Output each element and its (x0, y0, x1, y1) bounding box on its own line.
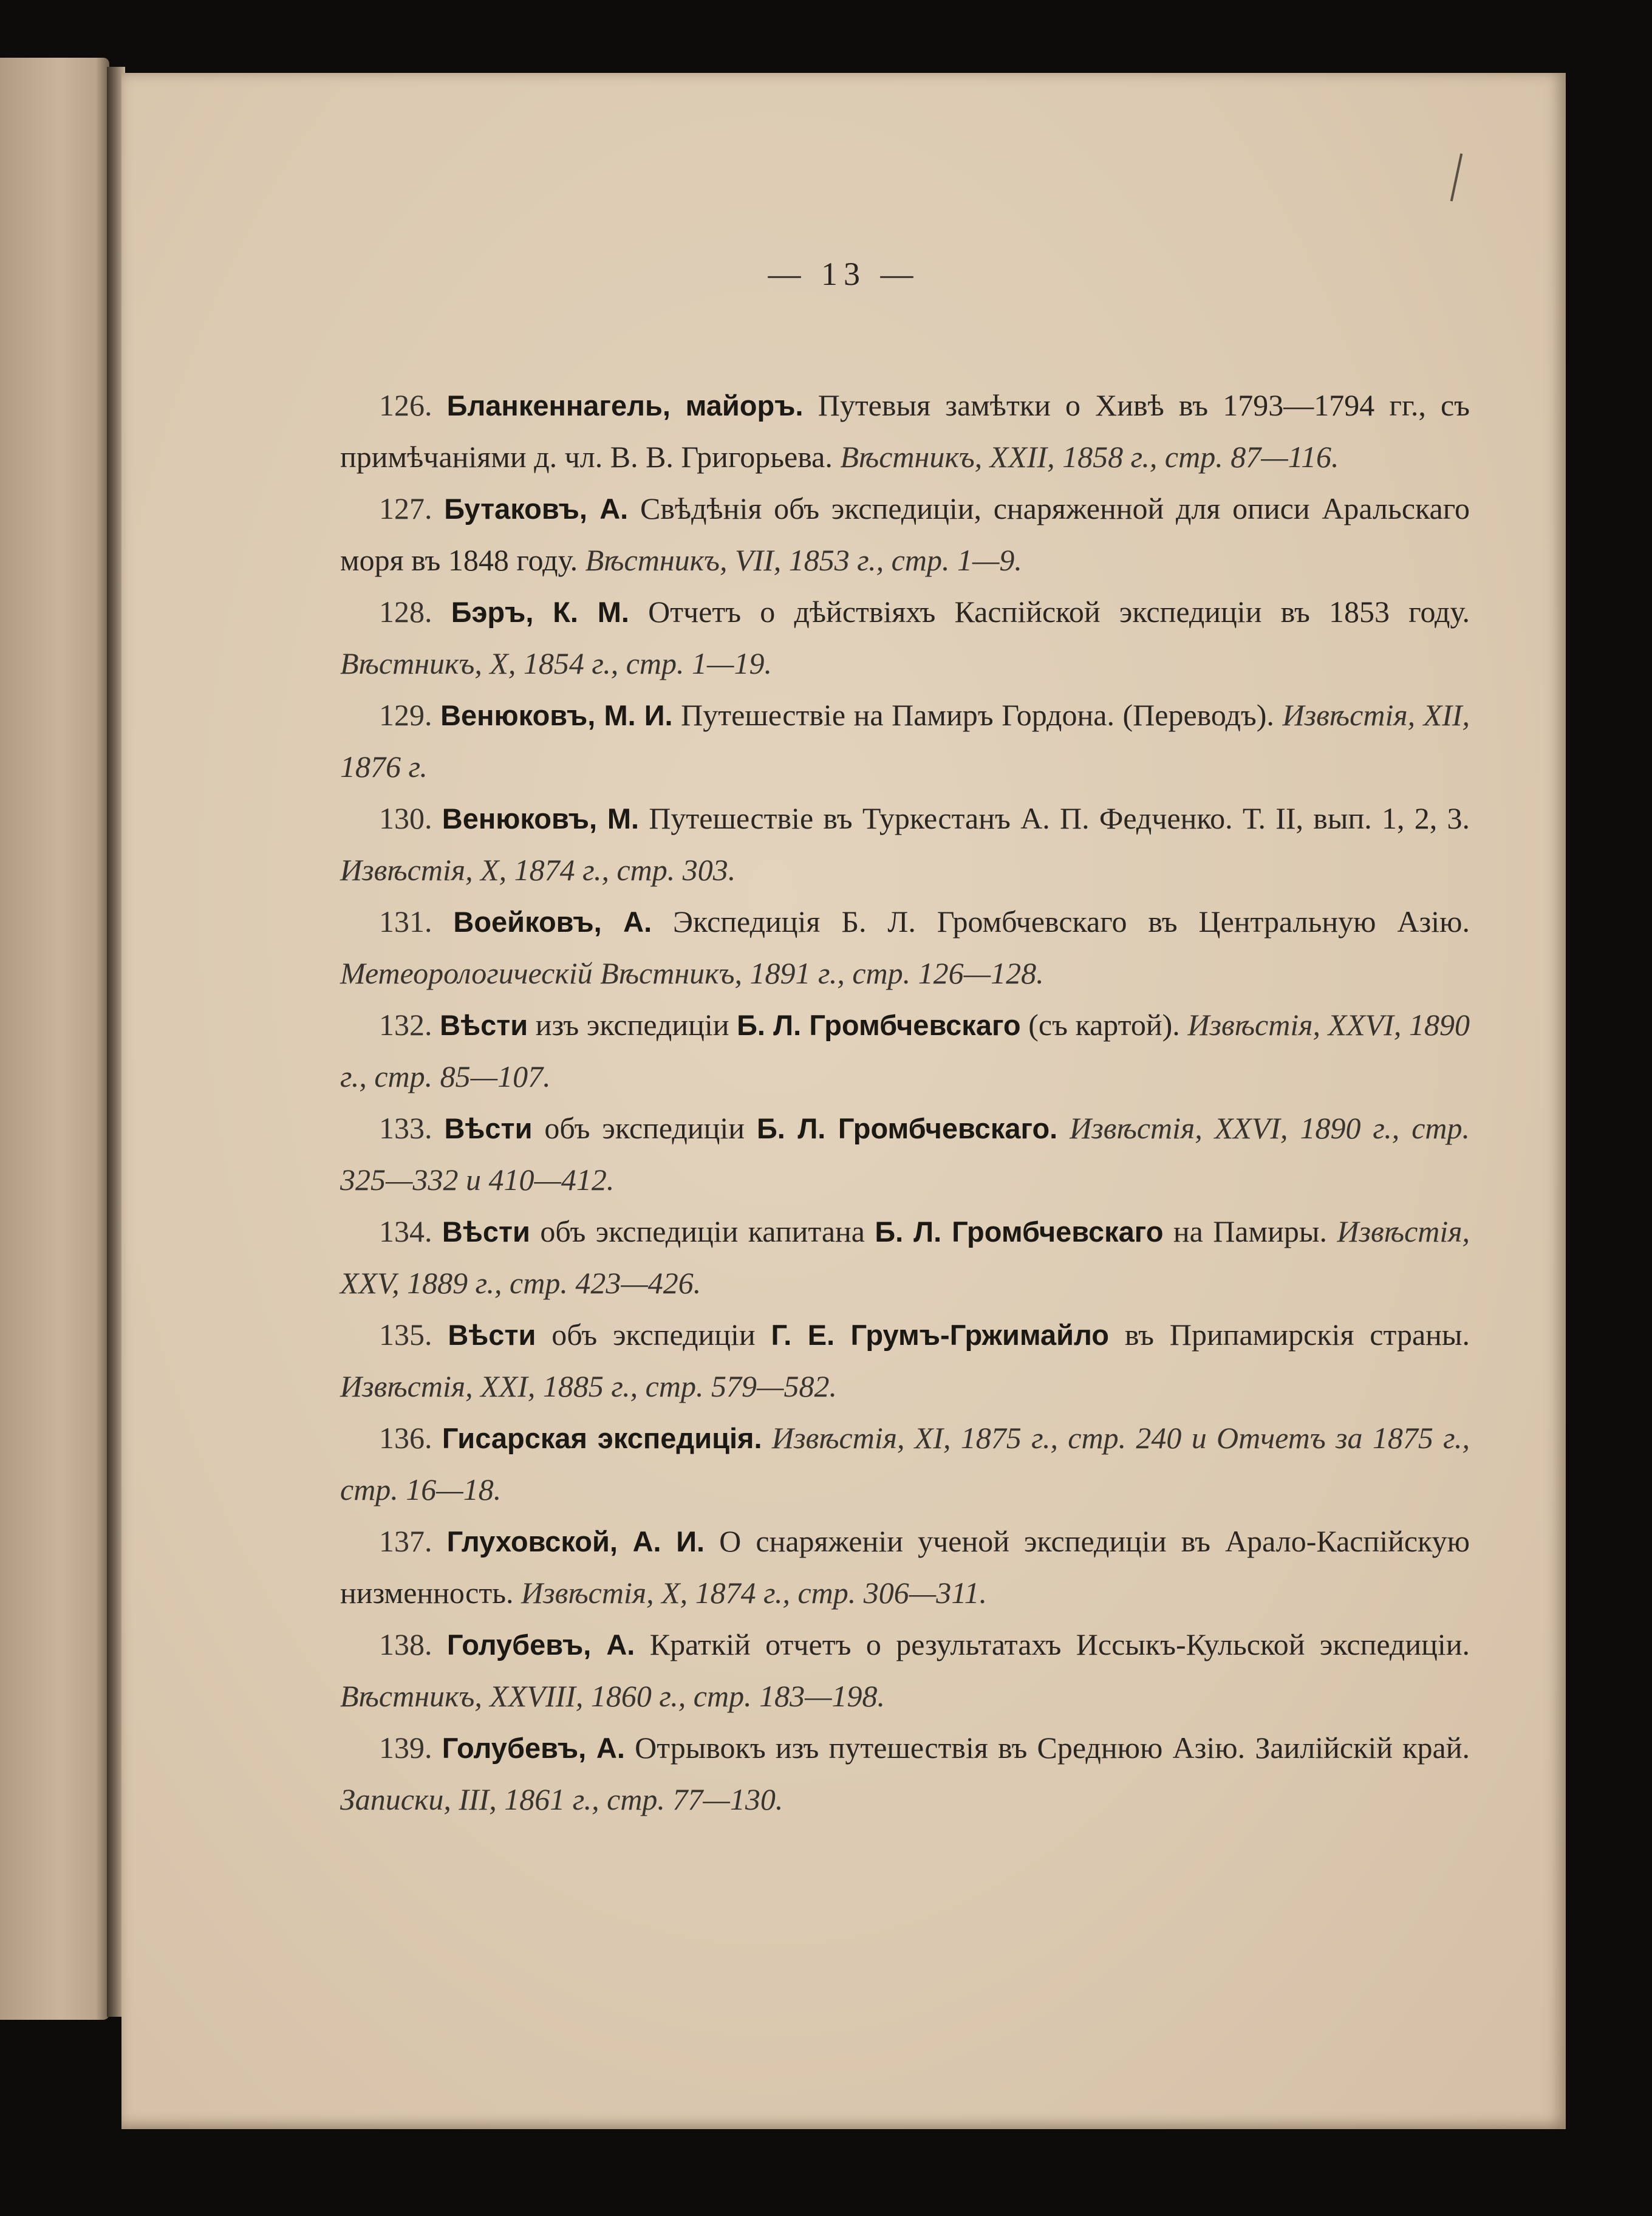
book-page (121, 73, 1566, 2129)
bibliography-entry (340, 793, 1470, 896)
entry-author: Вѣсти (444, 1112, 533, 1144)
entry-number: 138. (379, 1627, 432, 1661)
entry-number: 131. (379, 905, 432, 939)
entry-author: Гисарская экспедиція. (442, 1422, 762, 1454)
pencil-mark (1450, 153, 1463, 201)
bibliography-entry (340, 1412, 1470, 1516)
entry-text: изъ экспедиціи (528, 1008, 737, 1042)
entry-text: Путевыя замѣтки о Хивѣ въ 1793—1794 гг., съ примѣчаніями д. чл. В. В. Григорьева. (340, 388, 1470, 474)
entry-author: Глуховской, А. И. (446, 1525, 705, 1558)
entry-number: 134. (379, 1214, 432, 1248)
bibliography-entry (340, 483, 1470, 586)
bibliography-entry (340, 1722, 1470, 1825)
entry-text: объ экспедиціи (532, 1111, 757, 1145)
entry-text: объ экспедиціи капитана (530, 1214, 875, 1248)
bibliography-entry (340, 380, 1470, 483)
entry-number: 129. (379, 698, 432, 732)
facing-page-edge (0, 58, 109, 2020)
entry-source: Вѣстникъ, X, 1854 г., стр. 1—19. (340, 646, 772, 680)
entry-number: 133. (379, 1111, 432, 1145)
entry-source: Извѣстія, XXV, 1889 г., стр. 423—426. (340, 1214, 1470, 1300)
entry-author: Бутаковъ, А. (444, 493, 629, 525)
entry-number: 128. (379, 595, 432, 629)
entry-author: Г. Е. Грумъ-Гржимайло (771, 1319, 1109, 1351)
bibliography-entry (340, 1516, 1470, 1619)
bibliography-entry (340, 1206, 1470, 1309)
entry-source: Извѣстія, XI, 1875 г., стр. 240 и Отчетъ за 1875 г., стр. 16—18. (340, 1421, 1470, 1506)
bibliography-entry (340, 689, 1470, 793)
entry-author: Б. Л. Громбчевскаго (875, 1216, 1164, 1248)
entry-text: Путешествіе въ Туркестанъ А. П. Федченко. Т. II, вып. 1, 2, 3. (639, 801, 1470, 835)
entry-author: Б. Л. Громбчевскаго. (756, 1112, 1058, 1144)
entry-source: Вѣстникъ, XXII, 1858 г., стр. 87—116. (840, 440, 1339, 474)
entry-text: въ Припамирскія страны. (1108, 1318, 1470, 1352)
entry-source: Извѣстія, X, 1874 г., стр. 306—311. (521, 1576, 988, 1610)
entry-author: Бэръ, К. М. (451, 596, 629, 628)
entry-number: 135. (379, 1318, 432, 1352)
entry-number: 127. (379, 491, 432, 525)
bibliography-entry (340, 1619, 1470, 1722)
entry-author: Голубевъ, А. (442, 1732, 625, 1764)
bibliography-entry (340, 586, 1470, 689)
entry-source: Вѣстникъ, XXVIII, 1860 г., стр. 183—198. (340, 1679, 886, 1713)
entry-author: Воейковъ, А. (453, 906, 652, 938)
entry-text: Краткій отчетъ о результатахъ Иссыкъ-Кульской экспедиціи. (635, 1627, 1470, 1661)
entry-author: Вѣсти (442, 1216, 530, 1248)
entry-number: 130. (379, 801, 432, 835)
entry-source: Извѣстія, X, 1874 г., стр. 303. (340, 853, 736, 887)
entry-source: Записки, III, 1861 г., стр. 77—130. (340, 1782, 783, 1816)
entry-number: 136. (379, 1421, 432, 1455)
bibliography-entry (340, 999, 1470, 1103)
entry-text: Отрывокъ изъ путешествія въ Среднюю Азію. Заилійскій край. (624, 1731, 1470, 1765)
entry-author: Венюковъ, М. (442, 802, 640, 835)
entry-text: (съ картой). (1020, 1008, 1188, 1042)
entry-text: Экспедиція Б. Л. Громбчевскаго въ Центральную Азію. (652, 905, 1470, 939)
entry-author: Вѣсти (440, 1009, 528, 1041)
entry-author: Вѣсти (448, 1319, 536, 1351)
bibliography-list (340, 380, 1470, 1825)
entry-number: 126. (379, 388, 432, 422)
bibliography-entry (340, 896, 1470, 999)
entry-number: 139. (379, 1731, 432, 1765)
entry-number: 137. (379, 1524, 432, 1558)
bibliography-entry (340, 1103, 1470, 1206)
entry-author: Голубевъ, А. (446, 1629, 635, 1661)
entry-source: Извѣстія, XXVI, 1890 г., стр. 85—107. (340, 1008, 1470, 1093)
entry-text: Свѣдѣнія объ экспедиціи, снаряженной для описи Аральскаго моря въ 1848 году. (340, 491, 1470, 577)
entry-author: Венюковъ, М. И. (440, 699, 673, 731)
entry-text (1057, 1111, 1070, 1145)
entry-text: на Памиры. (1163, 1214, 1337, 1248)
entry-source: Извѣстія, XII, 1876 г. (340, 698, 1470, 784)
entry-source: Извѣстія, XXI, 1885 г., стр. 579—582. (340, 1369, 837, 1403)
entry-text: объ экспедиціи (536, 1318, 771, 1352)
entry-source: Метеорологическій Вѣстникъ, 1891 г., стр. 126—128. (340, 956, 1044, 990)
entry-text: Отчетъ о дѣйствіяхъ Каспійской экспедиціи въ 1853 году. (629, 595, 1470, 629)
entry-text: Путешествіе на Памиръ Гордона. (Переводъ). (672, 698, 1283, 732)
bibliography-entry (340, 1309, 1470, 1412)
entry-author: Б. Л. Громбчевскаго (737, 1009, 1021, 1041)
entry-source: Извѣстія, XXVI, 1890 г., стр. 325—332 и 410—412. (340, 1111, 1470, 1197)
entry-number: 132. (379, 1008, 432, 1042)
page-number: — 13 — (768, 256, 920, 292)
entry-text (762, 1421, 772, 1455)
entry-source: Вѣстникъ, VII, 1853 г., стр. 1—9. (585, 543, 1022, 577)
entry-text: О снаряженіи ученой экспедиціи въ Арало-Каспійскую низменность. (340, 1524, 1470, 1610)
entry-author: Бланкеннагель, майоръ. (446, 389, 804, 422)
